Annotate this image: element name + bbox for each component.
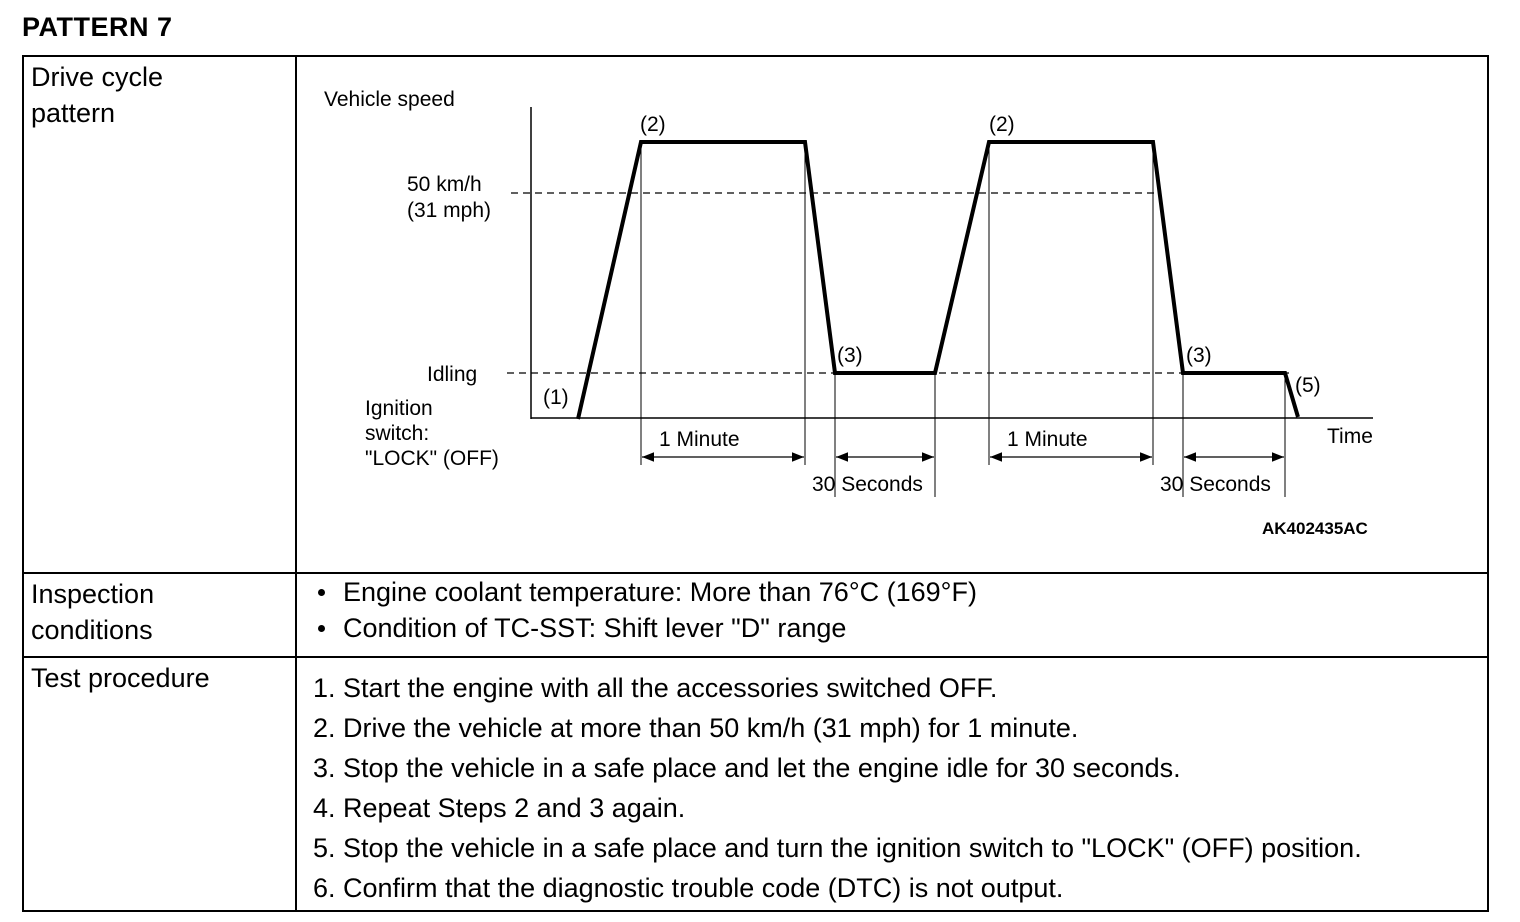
- y-axis-title: Vehicle speed: [324, 88, 455, 111]
- drive-cycle-diagram: [297, 57, 1520, 570]
- condition-item: Condition of TC-SST: Shift lever "D" range: [313, 610, 1487, 646]
- label-drive-cycle: Drive cycle pattern: [23, 56, 296, 573]
- label-inspection: Inspection conditions: [23, 573, 296, 657]
- spec-table: [22, 55, 1489, 912]
- row-test: [23, 657, 1488, 911]
- idle-label: Idling: [427, 363, 478, 386]
- page-title: PATTERN 7: [22, 12, 173, 42]
- figure-code: AK402435AC: [1262, 519, 1368, 538]
- test-step: 1. Start the engine with all the accessories switched OFF.: [313, 673, 998, 703]
- marker-1: (1): [543, 386, 569, 409]
- duration-label-2: 30 Seconds: [812, 473, 923, 496]
- test-steps: [297, 658, 1487, 908]
- diagram-cell: [296, 56, 1488, 573]
- marker-2a: (2): [640, 113, 666, 136]
- ignition-label-3: "LOCK" (OFF): [365, 447, 499, 470]
- marker-2b: (2): [989, 113, 1015, 136]
- label-test: Test procedure: [23, 657, 296, 911]
- test-step: 6. Confirm that the diagnostic trouble code (DTC) is not output.: [313, 873, 1064, 903]
- condition-item: Engine coolant temperature: More than 76°C (169°F): [313, 574, 1487, 610]
- inspection-cell: [296, 573, 1488, 657]
- inspection-list: [297, 574, 1487, 646]
- speed-trace: [578, 142, 1298, 419]
- row-inspection: [23, 573, 1488, 657]
- test-step: 3. Stop the vehicle in a safe place and let the engine idle for 30 seconds.: [313, 753, 1181, 783]
- marker-3a: (3): [837, 344, 863, 367]
- test-step: 5. Stop the vehicle in a safe place and turn the ignition switch to "LOCK" (OFF) position.: [313, 833, 1362, 863]
- speed-label-kmh: 50 km/h: [407, 173, 482, 196]
- speed-label-mph: (31 mph): [407, 199, 492, 222]
- ignition-label-1: Ignition: [365, 397, 433, 420]
- test-cell: [296, 657, 1488, 911]
- ignition-label-2: switch:: [365, 422, 430, 445]
- test-step: 2. Drive the vehicle at more than 50 km/h (31 mph) for 1 minute.: [313, 713, 1079, 743]
- marker-3b: (3): [1186, 344, 1212, 367]
- duration-label-3: 1 Minute: [1007, 428, 1088, 451]
- x-axis-title: Time: [1327, 425, 1373, 448]
- marker-5: (5): [1295, 374, 1321, 397]
- row-drive-cycle: [23, 56, 1488, 573]
- duration-label-1: 1 Minute: [659, 428, 740, 451]
- test-step: 4. Repeat Steps 2 and 3 again.: [313, 793, 686, 823]
- duration-label-4: 30 Seconds: [1160, 473, 1271, 496]
